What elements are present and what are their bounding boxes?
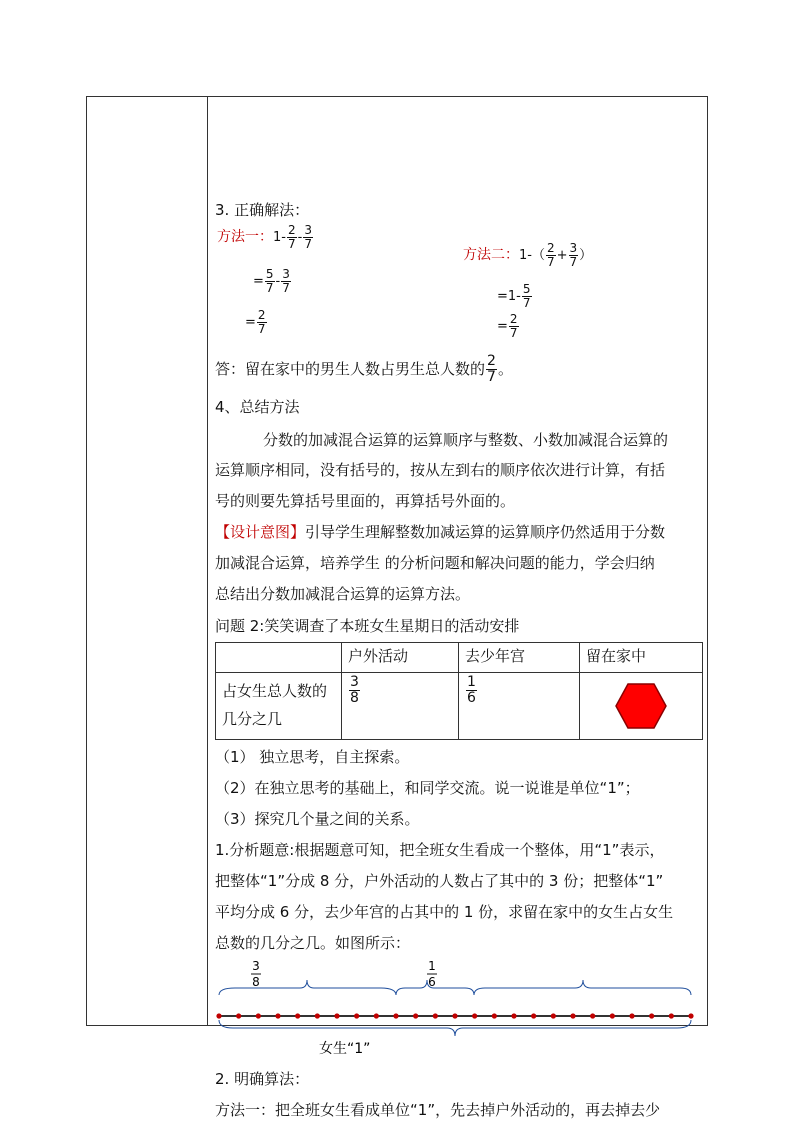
section2-title: 2. 明确算法： xyxy=(215,1070,310,1088)
method1-label: 方法一： xyxy=(217,229,273,245)
brace-total xyxy=(219,1020,691,1036)
table-cell-home xyxy=(580,673,703,740)
number-line-point xyxy=(570,1013,575,1018)
number-line-point xyxy=(452,1013,457,1018)
method2-label: 方法二： xyxy=(463,247,519,263)
diagram-frac-mid-num: 1 xyxy=(428,959,436,973)
analysis-line: 平均分成 6 分，去少年宫的占其中的 1 份，求留在家中的女生占女生 xyxy=(215,903,674,921)
method2-line1: 方法二：1-（ $\frac{2}{7}$ + $\frac{3}{7}$ ） xyxy=(463,241,593,269)
fraction: $\frac{2}{7}$ xyxy=(487,353,496,385)
number-line-point xyxy=(413,1013,418,1018)
diagram-frac-left-den: 8 xyxy=(252,975,260,989)
number-line-diagram xyxy=(215,958,703,1058)
diagram-frac-left-num: 3 xyxy=(252,959,260,973)
table-header-cell: 留在家中 xyxy=(580,643,703,673)
number-line-point xyxy=(472,1013,477,1018)
problem2-title: 问题 2:笑笑调查了本班女生星期日的活动安排 xyxy=(215,617,520,635)
fraction: $\frac{2}{7}$ xyxy=(257,308,266,336)
brace-home xyxy=(474,980,691,995)
number-line-point xyxy=(590,1013,595,1018)
fraction: $\frac{3}{7}$ xyxy=(569,241,578,269)
number-line-point xyxy=(236,1013,241,1018)
number-line-point xyxy=(433,1013,438,1018)
section3-title: 3. 正确解法： xyxy=(215,201,310,219)
question-2: （2）在独立思考的基础上，和同学交流。说一说谁是单位“1”； xyxy=(215,779,640,797)
table-cell-outdoor xyxy=(342,673,459,740)
number-line-point xyxy=(354,1013,359,1018)
fraction: $\frac{2}{7}$ xyxy=(546,241,555,269)
answer-line: 答：留在家中的男生人数占男生总人数的 $\frac{2}{7}$ 。 xyxy=(215,353,513,385)
fraction: $\frac{3}{8}$ xyxy=(350,674,359,706)
question-1: （1） 独立思考，自主探索。 xyxy=(215,748,410,766)
number-line-point xyxy=(295,1013,300,1018)
number-line-point xyxy=(511,1013,516,1018)
number-line-point xyxy=(669,1013,674,1018)
number-line-point xyxy=(393,1013,398,1018)
analysis-line: 总数的几分之几。如图所示： xyxy=(215,934,411,952)
table-row-label: 占女生总人数的几分之几 xyxy=(216,673,342,740)
number-line-point xyxy=(688,1013,693,1018)
summary-line: 运算顺序相同，没有括号的，按从左到右的顺序依次进行计算，有括 xyxy=(215,461,666,479)
number-line-point xyxy=(649,1013,654,1018)
section2-method1: 方法一：把全班女生看成单位“1”，先去掉户外活动的，再去掉去少 xyxy=(215,1101,661,1119)
hexagon-shape xyxy=(615,683,667,729)
number-line-point xyxy=(531,1013,536,1018)
fraction: $\frac{3}{7}$ xyxy=(282,267,290,295)
fraction: $\frac{5}{7}$ xyxy=(265,267,274,295)
brace-outdoor xyxy=(219,980,396,995)
number-line-point xyxy=(492,1013,497,1018)
question-3: （3）探究几个量之间的关系。 xyxy=(215,810,420,828)
number-line-point xyxy=(551,1013,556,1018)
method1-line1: 方法一：1- $\frac{2}{7}$ - $\frac{3}{7}$ xyxy=(217,223,312,251)
fraction: $\frac{5}{7}$ xyxy=(522,282,531,310)
number-line-point xyxy=(610,1013,615,1018)
design-intent-line: 【设计意图】引导学生理解整数加减运算的运算顺序仍然适用于分数 xyxy=(215,523,666,541)
section4-title: 4、总结方法 xyxy=(215,398,300,416)
design-intent-line: 总结出分数加减混合运算的运算方法。 xyxy=(215,585,471,603)
fraction: $\frac{2}{7}$ xyxy=(509,312,518,340)
design-intent-line: 加减混合运算，培养学生 的分析问题和解决问题的能力，学会归纳 xyxy=(215,554,655,572)
table-header-cell: 去少年宫 xyxy=(459,643,580,673)
column-divider xyxy=(207,96,208,1026)
summary-line: 分数的加减混合运算的运算顺序与整数、小数加减混合运算的 xyxy=(263,431,669,449)
method2-line3: = $\frac{2}{7}$ xyxy=(497,312,518,340)
design-intent-tag: 【设计意图】 xyxy=(215,523,306,541)
number-line-point xyxy=(374,1013,379,1018)
analysis-line: 1.分析题意:根据题意可知，把全班女生看成一个整体，用“1”表示， xyxy=(215,841,665,859)
analysis-line: 把整体“1”分成 8 分，户外活动的人数占了其中的 3 份；把整体“1” xyxy=(215,872,664,890)
method2-line2: =1- $\frac{5}{7}$ xyxy=(497,282,531,310)
table-header-cell: 户外活动 xyxy=(342,643,459,673)
number-line-point xyxy=(275,1013,280,1018)
diagram-frac-mid-den: 6 xyxy=(428,975,436,989)
fraction: $\frac{1}{6}$ xyxy=(467,674,476,706)
fraction: $\frac{2}{7}$ xyxy=(287,223,296,251)
number-line-point xyxy=(334,1013,339,1018)
number-line-point xyxy=(216,1013,221,1018)
table-cell-palace xyxy=(459,673,580,740)
number-line-point xyxy=(315,1013,320,1018)
diagram-bottom-label: 女生“1” xyxy=(319,1041,371,1057)
table-header-cell xyxy=(216,643,342,673)
fraction: $\frac{3}{7}$ xyxy=(304,223,312,251)
number-line-point xyxy=(629,1013,634,1018)
activity-table xyxy=(215,642,703,740)
summary-line: 号的则要先算括号里面的，再算括号外面的。 xyxy=(215,492,516,510)
method1-line2: = $\frac{5}{7}$ - $\frac{3}{7}$ xyxy=(253,267,290,295)
method1-line3: = $\frac{2}{7}$ xyxy=(245,308,266,336)
number-line-point xyxy=(256,1013,261,1018)
